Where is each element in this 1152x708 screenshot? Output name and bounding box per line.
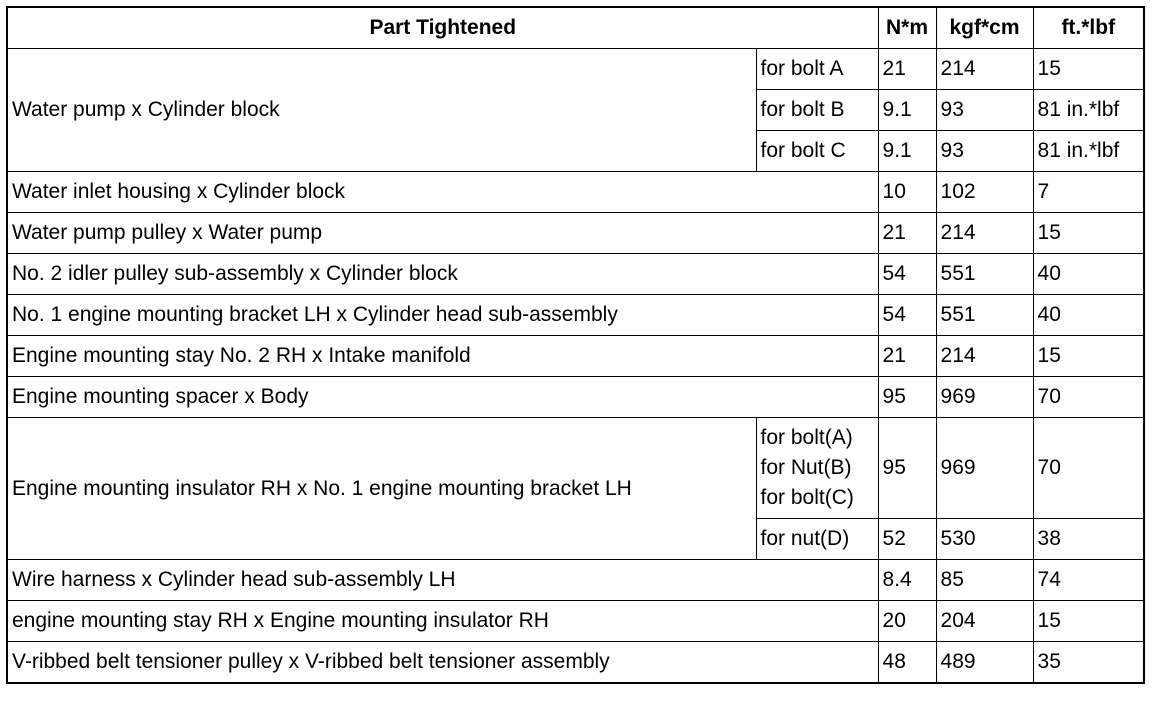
sub-condition-cell: for nut(D) (756, 519, 878, 560)
nm-cell: 54 (878, 254, 936, 295)
table-row (7, 172, 1144, 213)
kgf-cell: 489 (936, 642, 1033, 684)
part-name-cell: No. 1 engine mounting bracket LH x Cylinder head sub-assembly (7, 295, 878, 336)
ft-lbf-cell: 40 (1033, 295, 1144, 336)
sub-condition-cell: for bolt B (756, 90, 878, 131)
table-row (7, 336, 1144, 377)
part-name-cell: Engine mounting stay No. 2 RH x Intake manifold (7, 336, 878, 377)
ft-lbf-cell: 15 (1033, 336, 1144, 377)
header-nm: N*m (878, 7, 936, 49)
part-name-cell: Water pump x Cylinder block (7, 49, 756, 172)
kgf-cell: 214 (936, 213, 1033, 254)
nm-cell: 9.1 (878, 90, 936, 131)
part-name-cell: engine mounting stay RH x Engine mounting insulator RH (7, 601, 878, 642)
ft-lbf-cell: 38 (1033, 519, 1144, 560)
header-part-tightened: Part Tightened (7, 7, 878, 49)
ft-lbf-cell: 70 (1033, 418, 1144, 519)
table-row (7, 418, 1144, 519)
part-name-cell: Water inlet housing x Cylinder block (7, 172, 878, 213)
kgf-cell: 530 (936, 519, 1033, 560)
kgf-cell: 969 (936, 377, 1033, 418)
header-row (7, 7, 1144, 49)
kgf-cell: 204 (936, 601, 1033, 642)
kgf-cell: 214 (936, 336, 1033, 377)
part-name-cell: Engine mounting insulator RH x No. 1 engine mounting bracket LH (7, 418, 756, 560)
nm-cell: 95 (878, 377, 936, 418)
kgf-cell: 85 (936, 560, 1033, 601)
sub-condition-line: for Nut(B) (760, 456, 852, 479)
header-ft-lbf: ft.*lbf (1033, 7, 1144, 49)
nm-cell: 48 (878, 642, 936, 684)
sub-condition-cell (756, 418, 878, 519)
part-name-cell: Wire harness x Cylinder head sub-assembly LH (7, 560, 878, 601)
sub-condition-line: for bolt(A) (760, 426, 853, 449)
nm-cell: 10 (878, 172, 936, 213)
kgf-cell: 102 (936, 172, 1033, 213)
nm-cell: 95 (878, 418, 936, 519)
nm-cell: 20 (878, 601, 936, 642)
sub-condition-line: for bolt(C) (760, 486, 854, 509)
table-row (7, 254, 1144, 295)
torque-spec-table-container (6, 6, 1145, 684)
kgf-cell: 214 (936, 49, 1033, 90)
part-name-cell: Water pump pulley x Water pump (7, 213, 878, 254)
nm-cell: 8.4 (878, 560, 936, 601)
ft-lbf-cell: 35 (1033, 642, 1144, 684)
nm-cell: 21 (878, 213, 936, 254)
nm-cell: 54 (878, 295, 936, 336)
table-row (7, 601, 1144, 642)
ft-lbf-cell: 70 (1033, 377, 1144, 418)
sub-condition-cell: for bolt A (756, 49, 878, 90)
header-kgf-cm: kgf*cm (936, 7, 1033, 49)
kgf-cell: 93 (936, 90, 1033, 131)
nm-cell: 21 (878, 49, 936, 90)
kgf-cell: 551 (936, 295, 1033, 336)
table-row (7, 213, 1144, 254)
nm-cell: 21 (878, 336, 936, 377)
ft-lbf-cell: 15 (1033, 49, 1144, 90)
part-name-cell: No. 2 idler pulley sub-assembly x Cylinder block (7, 254, 878, 295)
ft-lbf-cell: 15 (1033, 601, 1144, 642)
table-row (7, 49, 1144, 90)
nm-cell: 9.1 (878, 131, 936, 172)
ft-lbf-cell: 74 (1033, 560, 1144, 601)
ft-lbf-cell: 81 in.*lbf (1033, 90, 1144, 131)
kgf-cell: 969 (936, 418, 1033, 519)
nm-cell: 52 (878, 519, 936, 560)
table-row (7, 560, 1144, 601)
ft-lbf-cell: 40 (1033, 254, 1144, 295)
kgf-cell: 93 (936, 131, 1033, 172)
part-name-cell: Engine mounting spacer x Body (7, 377, 878, 418)
sub-condition-cell: for bolt C (756, 131, 878, 172)
part-name-cell: V-ribbed belt tensioner pulley x V-ribbed belt tensioner assembly (7, 642, 878, 684)
table-row (7, 642, 1144, 684)
kgf-cell: 551 (936, 254, 1033, 295)
ft-lbf-cell: 7 (1033, 172, 1144, 213)
table-row (7, 295, 1144, 336)
torque-spec-table (6, 6, 1145, 684)
ft-lbf-cell: 81 in.*lbf (1033, 131, 1144, 172)
ft-lbf-cell: 15 (1033, 213, 1144, 254)
table-row (7, 377, 1144, 418)
